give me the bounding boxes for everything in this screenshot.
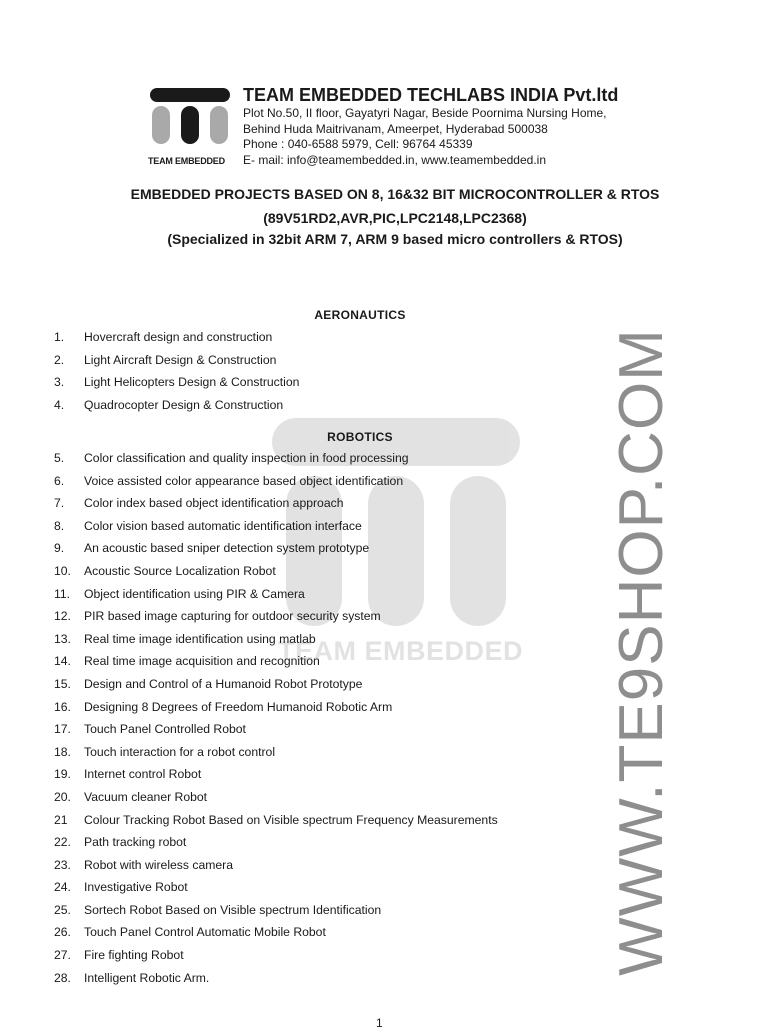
list-item [54, 673, 498, 696]
item-number: 15. [54, 676, 71, 691]
item-number: 21 [54, 812, 68, 827]
item-text: Path tracking robot [84, 835, 187, 850]
list-item [54, 371, 299, 394]
side-url-watermark: WWW.TE9SHOP.COM [607, 328, 676, 976]
item-text: Fire fighting Robot [84, 948, 184, 963]
item-text: Colour Tracking Robot Based on Visible spectrum Frequency Measurements [84, 812, 498, 827]
aeronautics-list [54, 326, 299, 416]
item-number: 17. [54, 722, 71, 737]
logo-bar [150, 88, 230, 102]
item-text: Designing 8 Degrees of Freedom Humanoid Robotic Arm [84, 699, 393, 714]
item-text: Real time image identification using matlab [84, 631, 316, 646]
logo-pill-center [181, 106, 199, 144]
item-number: 6. [54, 473, 65, 488]
list-item [54, 560, 498, 583]
list-item [54, 605, 498, 628]
document-subtitle-specialization: (Specialized in 32bit ARM 7, ARM 9 based micro controllers & RTOS) [167, 231, 623, 247]
item-number: 24. [54, 880, 71, 895]
item-text: Investigative Robot [84, 880, 188, 895]
list-item [54, 899, 498, 922]
address-line: Plot No.50, II floor, Gayatyri Nagar, Beside Poornima Nursing Home, [243, 106, 607, 120]
robotics-list [54, 447, 498, 989]
item-number: 9. [54, 541, 65, 556]
item-text: Internet control Robot [84, 767, 202, 782]
item-number: 23. [54, 857, 71, 872]
item-number: 20. [54, 789, 71, 804]
list-item [54, 854, 498, 877]
phone-line: Phone : 040-6588 5979, Cell: 96764 45339 [243, 137, 473, 151]
list-item [54, 537, 498, 560]
item-number: 25. [54, 902, 71, 917]
item-number: 12. [54, 609, 71, 624]
item-number: 2. [54, 352, 65, 367]
list-item [54, 763, 498, 786]
list-item [54, 876, 498, 899]
list-item [54, 583, 498, 606]
item-number: 11. [54, 586, 71, 601]
list-item [54, 515, 498, 538]
item-text: Touch Panel Controlled Robot [84, 722, 246, 737]
list-item [54, 650, 498, 673]
item-text: Hovercraft design and construction [84, 330, 273, 344]
item-number: 7. [54, 496, 65, 511]
item-number: 1. [54, 330, 65, 344]
list-item [54, 696, 498, 719]
item-text: Voice assisted color appearance based object identification [84, 473, 404, 488]
item-number: 19. [54, 767, 71, 782]
company-name: TEAM EMBEDDED TECHLABS INDIA Pvt.ltd [243, 85, 619, 105]
list-item [54, 349, 299, 372]
item-number: 26. [54, 925, 71, 940]
item-number: 10. [54, 563, 71, 578]
item-text: Color vision based automatic identification interface [84, 518, 362, 533]
list-item [54, 447, 498, 470]
logo-pill-left [152, 106, 170, 144]
document-subtitle: (89V51RD2,AVR,PIC,LPC2148,LPC2368) [263, 210, 527, 226]
item-number: 8. [54, 518, 65, 533]
item-text: Object identification using PIR & Camera [84, 586, 305, 601]
item-number: 22. [54, 835, 71, 850]
address-line: Behind Huda Maitrivanam, Ameerpet, Hyderabad 500038 [243, 121, 548, 136]
item-text: Real time image acquisition and recognition [84, 654, 320, 669]
section-heading-robotics: ROBOTICS [327, 430, 393, 444]
list-item [54, 831, 498, 854]
item-text: Touch interaction for a robot control [84, 744, 276, 759]
item-text: Acoustic Source Localization Robot [84, 563, 276, 578]
item-text: Design and Control of a Humanoid Robot Prototype [84, 676, 363, 691]
item-text: PIR based image capturing for outdoor security system [84, 609, 381, 624]
list-item [54, 718, 498, 741]
watermark-text: TEAM EMBEDDED [278, 636, 524, 666]
item-number: 18. [54, 744, 71, 759]
item-text: Color index based object identification approach [84, 496, 344, 511]
item-text: Light Aircraft Design & Construction [84, 352, 277, 367]
list-item [54, 967, 498, 990]
document-title: EMBEDDED PROJECTS BASED ON 8, 16&32 BIT MICROCONTROLLER & RTOS [130, 186, 660, 202]
logo-pill-right [210, 106, 228, 144]
item-number: 28. [54, 970, 71, 985]
page-number: 1 [376, 1016, 383, 1030]
item-number: 13. [54, 631, 71, 646]
item-number: 5. [54, 451, 65, 465]
list-item [54, 394, 299, 417]
item-text: Vacuum cleaner Robot [84, 789, 208, 804]
item-text: Light Helicopters Design & Construction [84, 375, 300, 390]
item-text: Sortech Robot Based on Visible spectrum Identification [84, 902, 382, 917]
list-item [54, 492, 498, 515]
item-text: Touch Panel Control Automatic Mobile Robot [84, 925, 326, 940]
item-number: 4. [54, 397, 65, 412]
logo-text: TEAM EMBEDDED [148, 156, 225, 166]
item-number: 27. [54, 948, 71, 963]
list-item [54, 944, 498, 967]
list-item [54, 786, 498, 809]
item-text: An acoustic based sniper detection system prototype [84, 541, 370, 556]
item-number: 16. [54, 699, 71, 714]
section-heading-aeronautics: AERONAUTICS [314, 308, 406, 322]
list-item [54, 741, 498, 764]
list-item [54, 628, 498, 651]
item-text: Color classification and quality inspection in food processing [84, 451, 409, 465]
email-line: E- mail: info@teamembedded.in, www.teamembedded.in [243, 152, 546, 167]
company-header [243, 84, 618, 168]
list-item [54, 921, 498, 944]
list-item [54, 470, 498, 493]
item-number: 3. [54, 375, 65, 390]
item-text: Quadrocopter Design & Construction [84, 397, 284, 412]
list-item [54, 809, 498, 832]
item-number: 14. [54, 654, 71, 669]
item-text: Robot with wireless camera [84, 857, 234, 872]
company-logo [148, 86, 232, 172]
list-item [54, 326, 299, 349]
item-text: Intelligent Robotic Arm. [84, 970, 210, 985]
